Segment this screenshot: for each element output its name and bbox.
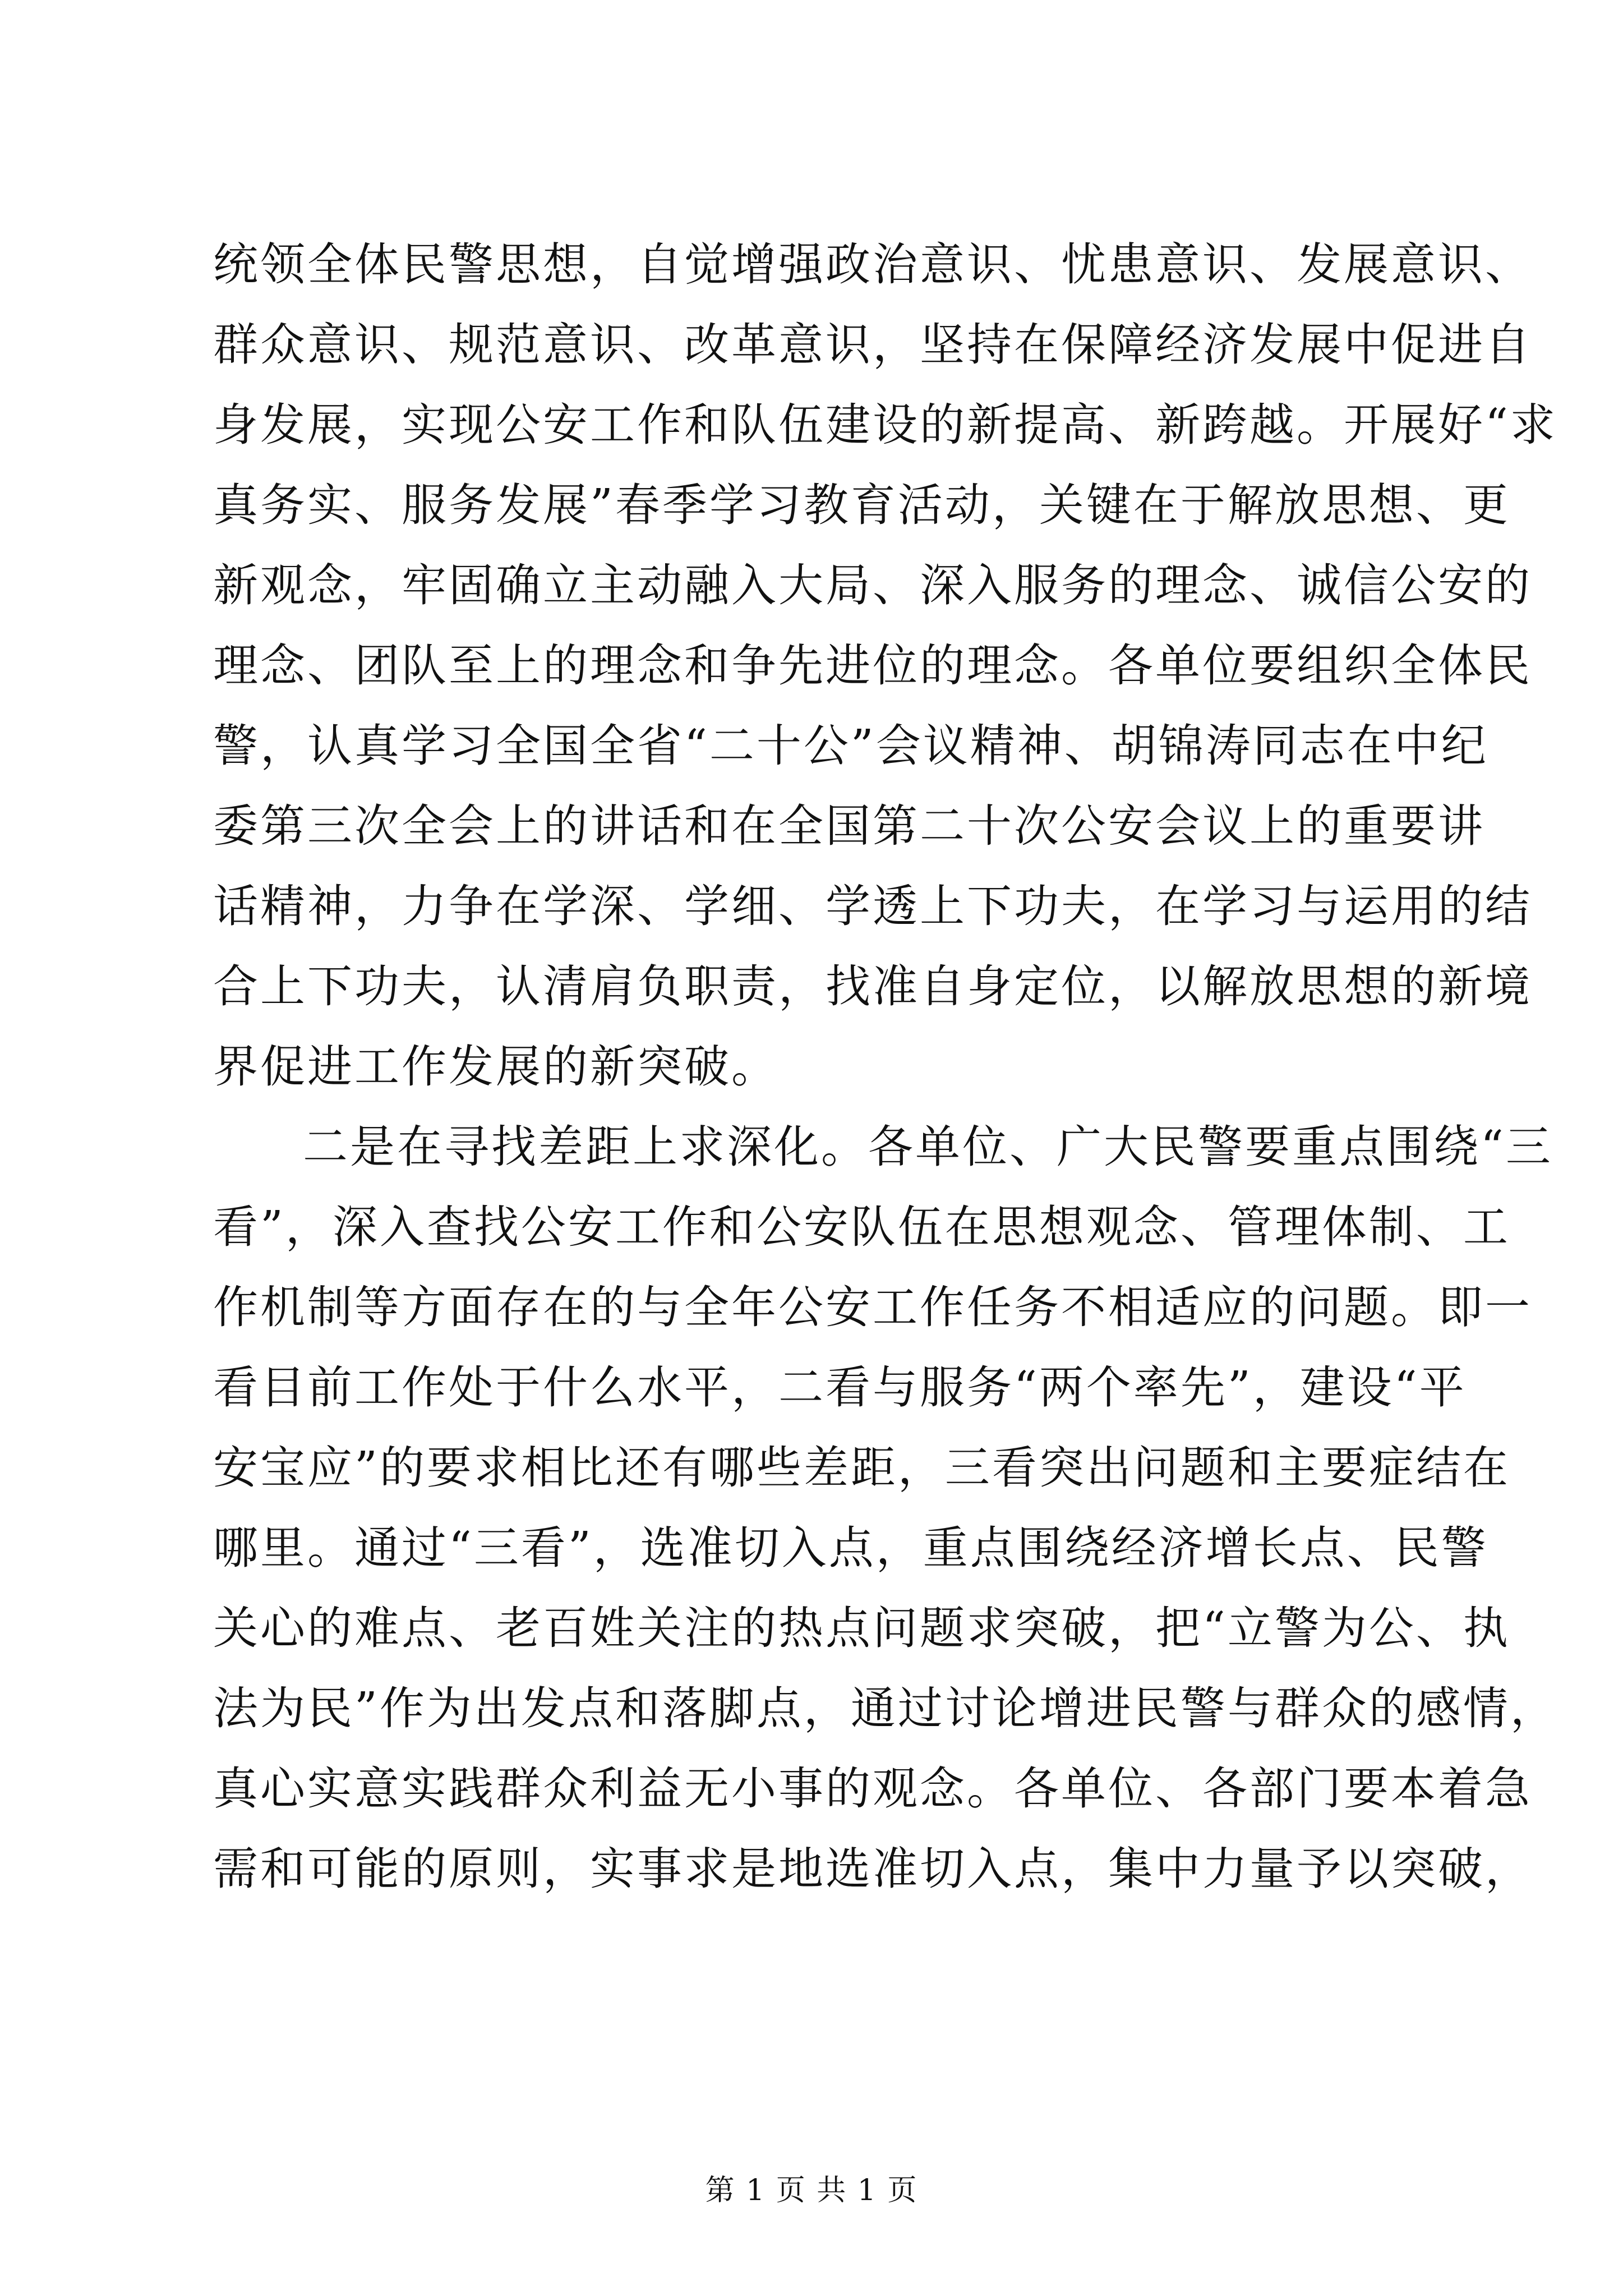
text-line: 统领全体民警思想，自觉增强政治意识、忧患意识、发展意识、: [213, 238, 1532, 291]
text-line: 话精神，力争在学深、学细、学透上下功夫，在学习与运用的结: [213, 880, 1532, 932]
text-line: 警，认真学习全国全省“二十公”会议精神、胡锦涛同志在中纪: [213, 720, 1488, 772]
text-line: 需和可能的原则，实事求是地选准切入点，集中力量予以突破，: [213, 1843, 1532, 1895]
text-line: 新观念，牢固确立主动融入大局、深入服务的理念、诚信公安的: [213, 559, 1532, 611]
text-line: 合上下功夫，认清肩负职责，找准自身定位，以解放思想的新境: [213, 960, 1532, 1013]
text-line: 看”，深入查找公安工作和公安队伍在思想观念、管理体制、工: [213, 1201, 1510, 1253]
text-line: 关心的难点、老百姓关注的热点问题求突破，把“立警为公、执: [213, 1602, 1510, 1654]
text-line: 真务实、服务发展”春季学习教育活动，关键在于解放思想、更: [213, 479, 1510, 531]
text-line: 理念、团队至上的理念和争先进位的理念。各单位要组织全体民: [213, 639, 1532, 692]
text-line: 界促进工作发展的新突破。: [213, 1041, 778, 1093]
text-line: 群众意识、规范意识、改革意识，坚持在保障经济发展中促进自: [213, 319, 1532, 371]
text-line: 委第三次全会上的讲话和在全国第二十次公安会议上的重要讲: [213, 800, 1485, 852]
text-line: 真心实意实践群众利益无小事的观念。各单位、各部门要本着急: [213, 1763, 1532, 1815]
paragraph-first-line: 二是在寻找差距上求深化。各单位、广大民警要重点围绕“三: [303, 1121, 1553, 1173]
text-line: 身发展，实现公安工作和队伍建设的新提高、新跨越。开展好“求: [213, 399, 1557, 451]
page-number-footer: 第 1 页 共 1 页: [705, 2174, 918, 2207]
text-line: 安宝应”的要求相比还有哪些差距，三看突出问题和主要症结在: [213, 1442, 1510, 1494]
text-line: 作机制等方面存在的与全年公安工作任务不相适应的问题。即一: [213, 1281, 1532, 1333]
text-line: 看目前工作处于什么水平，二看与服务“两个率先”，建设“平: [213, 1361, 1467, 1414]
text-line: 法为民”作为出发点和落脚点，通过讨论增进民警与群众的感情，: [213, 1682, 1557, 1734]
text-line: 哪里。通过“三看”，选准切入点，重点围绕经济增长点、民警: [213, 1522, 1488, 1574]
